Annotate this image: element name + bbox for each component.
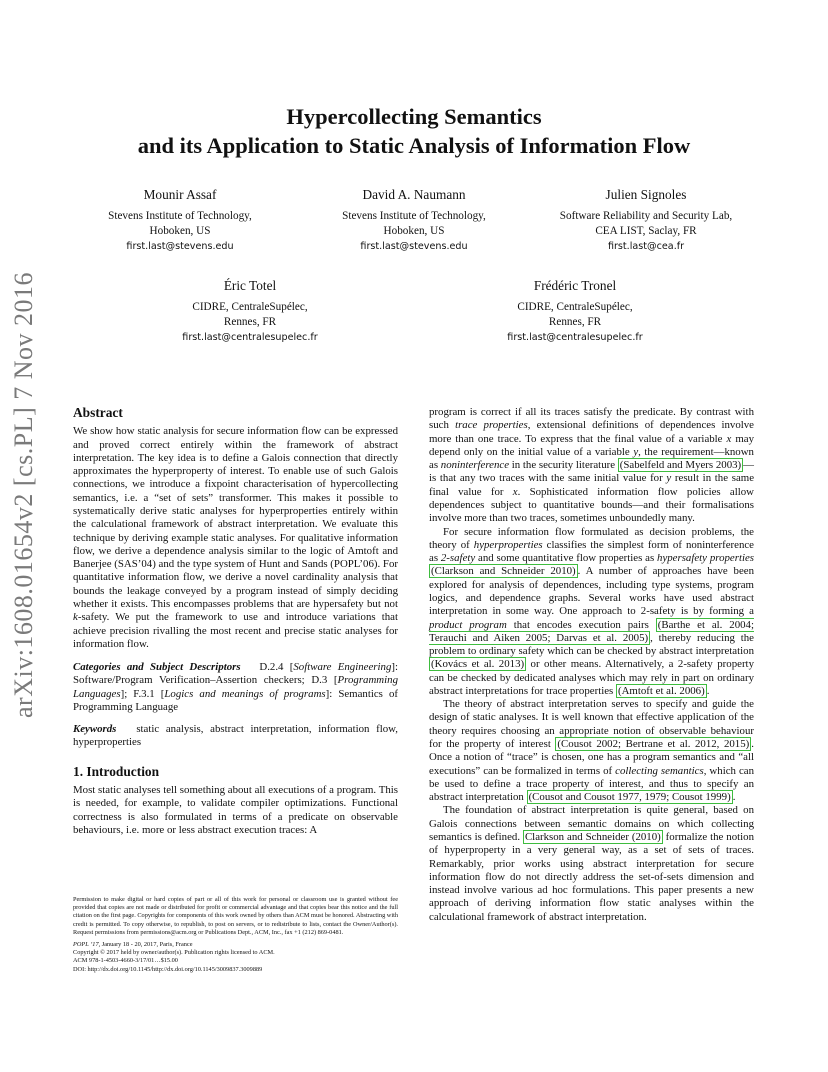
author-affiliation: Rennes, FR: [548, 315, 602, 328]
author-affiliation: CIDRE, CentraleSupélec,: [517, 301, 633, 313]
author-affiliation: CIDRE, CentraleSupélec,: [192, 301, 308, 313]
body-paragraph: The foundation of abstract interpretation is quite general, based on Galois connections between semantic domains on which collecting semantics is defined. Clarkson and Schneider (2010) formalize the notion of hyperproperty in a very general way, as a set of sets of traces. Remarkably, prior works using abstract interpretation for secure information flow do not directly address the set-of-sets dimension and instead involve various ad hoc formulations. This paper presents a new approach of deriving information flow static analyses within the calculational framework of abstract interpretation.: [429, 804, 754, 923]
author-block: [80, 186, 280, 255]
author-affiliation: Hoboken, US: [383, 224, 445, 237]
author-affiliation: Hoboken, US: [149, 224, 211, 237]
author-affiliation: Stevens Institute of Technology,: [108, 210, 252, 222]
copyright-line: Copyright © 2017 held by owner/author(s). Publication rights licensed to ACM.: [73, 949, 275, 957]
title-line-1: Hypercollecting Semantics: [286, 104, 542, 129]
intro-paragraph: Most static analyses tell something about all executions of a program. This is needed, for example, to validate compiler optimizations. Functional correctness is also formulated in terms of a predicate on observable behaviours, i.e. more or less abstract execution traces: A: [73, 784, 398, 836]
author-email: first.last@stevens.edu: [360, 241, 468, 252]
citation-link[interactable]: (Sabelfeld and Myers 2003): [619, 459, 742, 472]
left-column: [73, 406, 398, 837]
citation-link[interactable]: (Barthe et al. 2004; Terauchi and Aiken 2005; Darvas et al. 2005): [429, 618, 754, 644]
body-paragraph: For secure information flow formulated as decision problems, the theory of hyperproperties classifies the simplest form of noninterference as 2-safety and some quantitative flow properties as hypersafety properties (Clarkson and Schneider 2010) . A number of approaches have been explored for analysis of dependences, including type systems, program logics, and dependence graphs. Several works have used abstract interpretation in some way. One approach to 2-safety is by forming a product program that encodes execution pairs (Barthe et al. 2004; Terauchi and Aiken 2005; Darvas et al. 2005) , thereby reducing the problem to ordinary safety which can be checked by abstract interpretation (Kovács et al. 2013) or other means. Alternatively, a 2-safety property can be checked by dedicated analyses which may rely in part on ordinary abstract interpretations for trace properties (Amtoft et al. 2006) .: [429, 525, 755, 697]
citation-link[interactable]: Clarkson and Schneider (2010): [524, 831, 661, 843]
permission-footnote: [73, 896, 398, 974]
author-email: first.last@centralesupelec.fr: [507, 332, 643, 343]
abstract-heading: Abstract: [73, 405, 123, 420]
abstract-text: We show how static analysis for secure information flow can be expressed and proved correct entirely within the framework of abstract interpretation. The key idea is to define a Galois connection that directly approximates the hyperproperty of interest. To enable use of such Galois connections, we introduce a fixpoint characterisation of hypercollecting semantics, i.e. a “set of sets” transformer. This makes it possible to systematically derive static analyses for hyperproperties entirely within the calculational framework of abstract interpretation. We evaluate this technique by deriving example static analyses. For qualitative information flow, we derive a dependence analysis similar to the logic of Amtoft and Banerjee (SAS’04) and the type system of Hunt and Sands (POPL’06). For quantitative information flow, we derive a novel cardinality analysis that bounds the leakage conveyed by a program instead of simply deciding whether it exists. This encompasses problems that are hypersafety but not k-safety. We put the framework to use and introduce variations that achieve precision rivalling the most recent and precise static analyses for information flow.: [73, 425, 398, 650]
citation-link[interactable]: (Clarkson and Schneider 2010): [431, 565, 576, 578]
permission-text: Permission to make digital or hard copies of part or all of this work for personal or classroom use is granted without fee provided that copies are not made or distributed for profit or commercial advantage and that copies bear this notice and the full citation on the first page. Copyrights for components of this work owned by others than ACM must be honored. Abstracting with credit is permitted. To copy otherwise, to republish, to post on servers, or to redistribute to lists, contact the Owner/Author(s). Request permissions from permissions@acm.org or Publications Dept., ACM, Inc., fax +1 (212) 869-0481.: [73, 896, 398, 936]
citation-link[interactable]: (Cousot 2002; Bertrane et al. 2012, 2015): [557, 738, 750, 751]
paper-title: [0, 102, 828, 160]
conference-line: POPL ’17, January 18 - 20, 2017, Paris, France: [73, 941, 193, 949]
doi-line: DOI: http://dx.doi.org/10.1145/http://dx.doi.org/10.1145/3009837.3009889: [73, 965, 263, 973]
author-block: [314, 186, 514, 255]
author-name: David A. Naumann: [362, 187, 466, 202]
author-name: Julien Signoles: [605, 187, 687, 202]
citation-link[interactable]: (Kovács et al. 2013): [431, 658, 525, 671]
citation-link[interactable]: (Cousot and Cousot 1977, 1979; Cousot 1999): [528, 791, 731, 804]
isbn-line: ACM 978-1-4503-4660-3/17/01…$15.00: [73, 957, 178, 965]
categories: Categories and Subject Descriptors D.2.4 [Software Engineering]: Software/Program Verification–Assertion checkers; D.3 [Programming Languages]; F.3.1 [Logics and meanings of programs]: Semantics of Programming Language: [73, 661, 398, 713]
author-name: Frédéric Tronel: [533, 278, 617, 293]
right-column: [429, 406, 754, 924]
author-email: first.last@centralesupelec.fr: [182, 332, 318, 343]
author-affiliation: Software Reliability and Security Lab,: [559, 210, 733, 222]
arxiv-stamp: arXiv:1608.01654v2 [cs.PL] 7 Nov 2016: [9, 271, 38, 719]
author-block: [145, 277, 355, 346]
author-name: Mounir Assaf: [143, 187, 217, 202]
citation-link[interactable]: (Amtoft et al. 2006): [617, 684, 705, 697]
author-affiliation: Rennes, FR: [223, 315, 277, 328]
author-affiliation: Stevens Institute of Technology,: [342, 210, 486, 222]
author-affiliation: CEA LIST, Saclay, FR: [595, 224, 697, 237]
author-block: [470, 277, 680, 346]
body-paragraph: The theory of abstract interpretation serves to specify and guide the design of static analyses. It is well known that effective application of the theory requires choosing an appropriate notion of observable behaviour for the property of interest (Cousot 2002; Bertrane et al. 2012, 2015) . Once a notion of “trace” is chosen, one has a program semantics and “all executions” can be formalized in terms of collecting semantics, which can be used to define a trace property of interest, and thus to specify an abstract interpretation (Cousot and Cousot 1977, 1979; Cousot 1999) .: [429, 698, 755, 804]
author-email: first.last@cea.fr: [607, 241, 685, 252]
section-heading: 1. Introduction: [73, 763, 160, 779]
keywords: Keywords static analysis, abstract interpretation, information flow, hyperproperties: [73, 723, 398, 749]
body-paragraph: program is correct if all its traces satisfy the predicate. By contrast with such trace properties, extensional definitions of dependences involve more than one trace. To express that the final value of a variable x may depend only on the initial value of a variable y, the requirement—known as noninterference in the security literature (Sabelfeld and Myers 2003) —is that any two traces with the same initial value for y result in the same final value for x. Sophisticated information flow policies allow dependences subject to quantitative bounds—and their formalisations involve more than two traces, sometimes unboundedly many.: [429, 406, 755, 525]
title-line-2: and its Application to Static Analysis of Information Flow: [137, 133, 691, 158]
author-name: Éric Totel: [223, 278, 277, 293]
author-block: [536, 186, 756, 255]
author-email: first.last@stevens.edu: [126, 241, 234, 252]
